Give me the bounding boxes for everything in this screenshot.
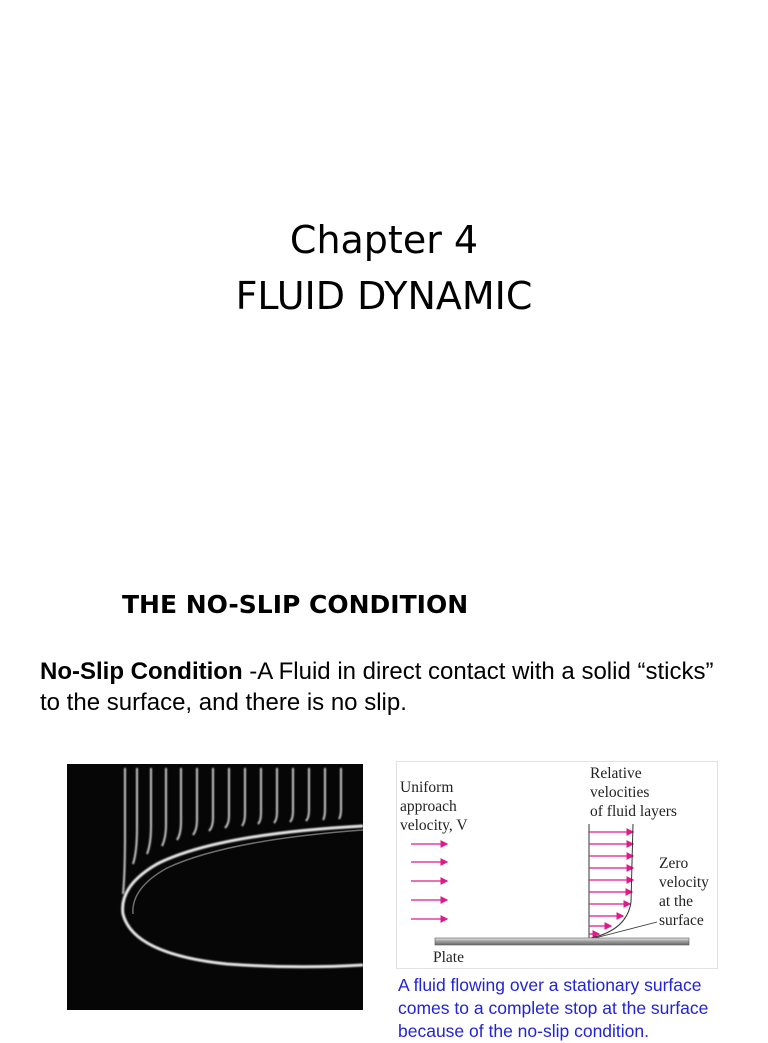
- definition-term: No-Slip Condition: [40, 658, 243, 685]
- approach-arrows: [411, 844, 447, 919]
- velocity-profile-diagram: [396, 761, 718, 969]
- figure-caption: A fluid flowing over a stationary surface comes to a complete stop at the surface because of the no-slip condition.: [398, 975, 709, 1041]
- flow-visualization-photo: [67, 764, 363, 1010]
- label-relative-velocities: Relative velocities of fluid layers: [590, 765, 677, 820]
- label-zero-velocity: Zero velocity at the surface: [659, 855, 709, 929]
- streakline-image: [67, 764, 363, 1010]
- label-plate: Plate: [433, 949, 464, 966]
- chapter-name: FLUID DYNAMIC: [235, 274, 533, 318]
- definition-paragraph: [40, 656, 740, 718]
- definition-text: -A Fluid in direct contact with a solid “sticks” to the surface, and there is no slip.: [40, 658, 714, 716]
- label-uniform: Uniform approach velocity, V: [400, 779, 468, 834]
- chapter-title: [0, 212, 768, 324]
- profile-arrows: [589, 832, 633, 934]
- section-heading: THE NO-SLIP CONDITION: [122, 590, 469, 619]
- chapter-number: Chapter 4: [289, 218, 479, 262]
